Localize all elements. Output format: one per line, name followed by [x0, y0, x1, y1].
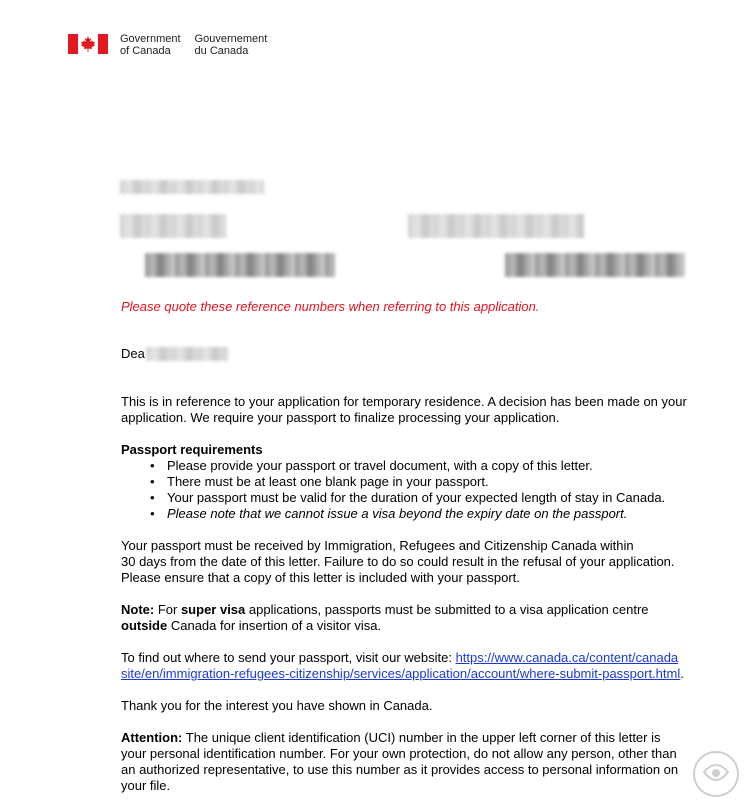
passport-submission-link-continued[interactable]: site/en/immigration-refugees-citizenship/services/application/account/where-submit-passport.html	[121, 666, 681, 681]
reference-note: Please quote these reference numbers when referring to this application.	[121, 299, 540, 314]
government-of-canada-label: Government of Canada	[120, 33, 181, 57]
canada-flag-icon	[68, 34, 108, 54]
redacted-reference-number-2	[505, 253, 685, 277]
salutation: Dea	[121, 346, 145, 361]
redacted-salutation-name	[146, 347, 228, 361]
redacted-name	[120, 214, 226, 238]
website-paragraph: To find out where to send your passport, visit our website: https://www.canada.ca/content/canada site/en/immigration-refugees-citizenship/services/application/account/where-submit-passport.html.	[121, 650, 684, 681]
list-item: • Your passport must be valid for the duration of your expected length of stay in Canada.	[121, 490, 701, 506]
list-item: • Please provide your passport or travel document, with a copy of this letter.	[121, 458, 701, 474]
thank-you-line: Thank you for the interest you have shown in Canada.	[121, 698, 433, 713]
list-item: • There must be at least one blank page in your passport.	[121, 474, 701, 490]
passport-submission-link[interactable]: https://www.canada.ca/content/canada	[455, 650, 679, 665]
passport-requirements-heading: Passport requirements	[121, 442, 263, 457]
paragraph-deadline: Your passport must be received by Immigration, Refugees and Citizenship Canada within 30 days from the date of this letter. Failure to do so could result in the refusal of your application. Please ensure that a copy of this letter is included with your passport.	[121, 538, 675, 585]
note-super-visa: Note: For super visa applications, passports must be submitted to a visa application centre outside Canada for insertion of a visitor visa.	[121, 602, 649, 633]
paragraph-intro: This is in reference to your application for temporary residence. A decision has been made on your application. We require your passport to finalize processing your application.	[121, 394, 687, 425]
redacted-application-label	[408, 214, 584, 238]
list-item: • Please note that we cannot issue a visa beyond the expiry date on the passport.	[121, 506, 701, 522]
watermark-logo-icon	[686, 744, 746, 804]
redacted-uci	[120, 180, 264, 194]
gouvernement-du-canada-label: Gouvernement du Canada	[194, 33, 268, 57]
redacted-reference-number-1	[145, 253, 335, 277]
attention-paragraph: Attention: The unique client identification (UCI) number in the upper left corner of this letter is your personal identification number. For your own protection, do not allow any person, other than an authorized representative, to use this number as it provides access to personal information on your file.	[121, 730, 679, 793]
passport-requirements-list	[121, 458, 701, 522]
passport-requirements-section	[121, 442, 701, 522]
letterhead	[68, 33, 281, 57]
